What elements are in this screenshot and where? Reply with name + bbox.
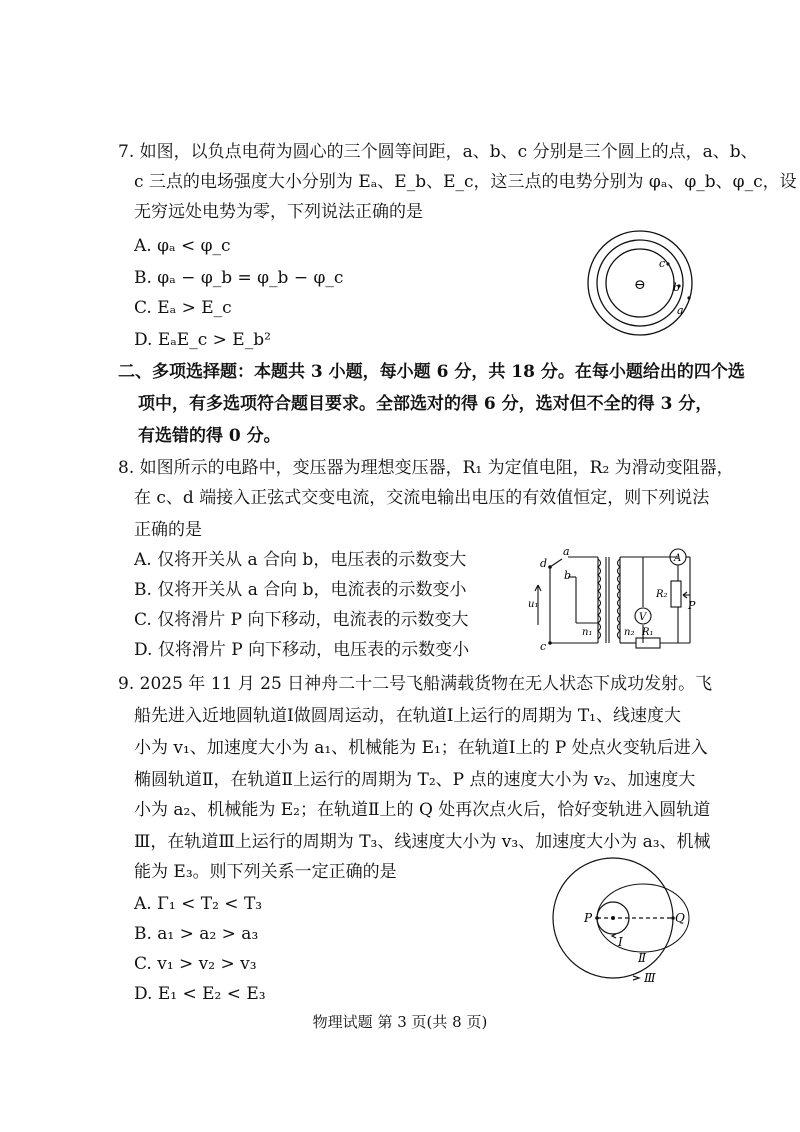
slider-p-label: P [688,599,696,612]
negative-charge-icon: ⊖ [634,277,646,293]
point-c-label: c [659,257,666,270]
orbit-ii-label: Ⅱ [638,951,647,965]
q7-concentric-circles-diagram [585,228,695,338]
q8-option-c: C. 仅将滑片 P 向下移动，电流表的示数变大 [134,610,469,630]
r2-label: R₂ [656,589,668,600]
q9-line3: 小为 v₁、加速度大小为 a₁、机械能为 E₁；在轨道Ⅰ上的 P 处点火变轨后进入 [134,738,708,758]
q7-line1: 7. 如图，以负点电荷为圆心的三个圆等间距，a、b、c 分别是三个圆上的点，a、b、 [118,142,758,162]
q9-orbit-diagram [540,858,685,993]
q9-option-a: A. Γ₁ < T₂ < T₃ [134,894,263,914]
q8-line2: 在 c、d 端接入正弦式交变电流，交流电输出电压的有效值恒定，则下列说法 [134,488,710,508]
switch-b-label: b [564,569,572,582]
q7-option-a: A. φₐ < φ_c [134,236,231,256]
point-a-label: a [677,304,684,317]
n2-label: n₂ [624,627,635,638]
r1-label: R₁ [642,627,654,638]
q7-option-b: B. φₐ − φ_b = φ_b − φ_c [134,268,344,288]
q7-option-c: C. Eₐ > E_c [134,298,232,318]
orbit-i-label: Ⅰ [618,935,623,949]
n1-label: n₁ [582,627,593,638]
q9-line2: 船先进入近地圆轨道Ⅰ做圆周运动，在轨道Ⅰ上运行的周期为 T₁、线速度大 [134,706,681,726]
ammeter-icon: A [674,553,682,564]
q9-line1: 9. 2025 年 11 月 25 日神舟二十二号飞船满载货物在无人状态下成功发射。飞 [118,674,713,694]
q8-transformer-circuit-diagram [528,545,698,653]
point-p-label: P [584,911,593,925]
q8-line1: 8. 如图所示的电路中，变压器为理想变压器，R₁ 为定值电阻，R₂ 为滑动变阻器， [118,458,734,478]
section2-line3: 有选错的得 0 分。 [138,426,281,446]
u1-label: u₁ [528,599,539,610]
q9-option-c: C. v₁ > v₂ > v₃ [134,954,257,974]
q7-option-d: D. EₐE_c > E_b² [134,330,271,350]
voltmeter-icon: V [639,612,647,623]
point-b-label: b [673,281,681,294]
q8-option-a: A. 仅将开关从 a 合向 b，电压表的示数变大 [134,550,467,570]
q9-line5: 小为 a₂、机械能为 E₂；在轨道Ⅱ上的 Q 处再次点火后，恰好变轨进入圆轨道 [134,800,711,820]
q9-line6: Ⅲ，在轨道Ⅲ上运行的周期为 T₃、线速度大小为 v₃、加速度大小为 a₃、机械 [134,832,711,852]
q7-line2: c 三点的电场强度大小分别为 Eₐ、E_b、E_c，这三点的电势分别为 φₐ、φ_b、φ_c，设 [134,172,797,192]
section2-line2: 项中，有多选项符合题目要求。全部选对的得 6 分，选对但不全的得 3 分， [138,394,713,414]
q7-line3: 无穷远处电势为零，下列说法正确的是 [134,202,423,222]
switch-a-label: a [563,545,570,558]
terminal-c-label: c [540,640,547,653]
section2-line1: 二、多项选择题：本题共 3 小题，每小题 6 分，共 18 分。在每小题给出的四个选 [118,362,745,382]
page-footer: 物理试题 第 3 页(共 8 页) [312,1013,488,1031]
q8-option-d: D. 仅将滑片 P 向下移动，电压表的示数变小 [134,640,470,660]
q9-option-d: D. E₁ < E₂ < E₃ [134,984,266,1004]
q8-option-b: B. 仅将开关从 a 合向 b，电流表的示数变小 [134,580,467,600]
orbit-iii-label: Ⅲ [644,971,656,985]
terminal-d-label: d [540,557,548,570]
point-q-label: Q [675,911,685,925]
q9-line7: 能为 E₃。则下列关系一定正确的是 [134,862,397,882]
q9-line4: 椭圆轨道Ⅱ，在轨道Ⅱ上运行的周期为 T₂、P 点的速度大小为 v₂、加速度大 [134,770,696,790]
q8-line3: 正确的是 [134,520,202,540]
q9-option-b: B. a₁ > a₂ > a₃ [134,924,259,944]
